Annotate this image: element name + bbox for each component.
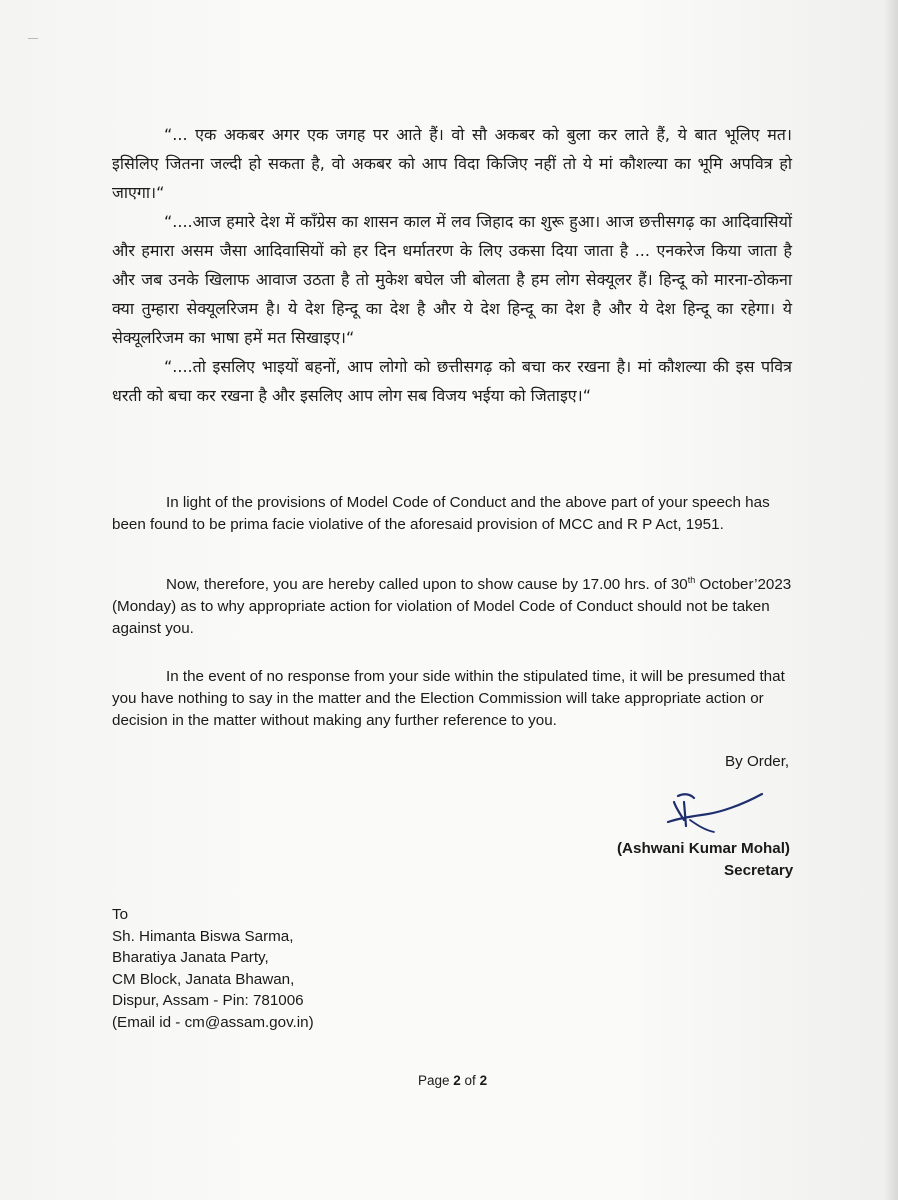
addressee-block [112,904,314,1033]
paragraph-mcc-violation: In light of the provisions of Model Code of Conduct and the above part of your speech has been found to be prima facie violative of the aforesaid provision of MCC and R P Act, 1951. [112,494,770,533]
page-total: 2 [479,1073,488,1088]
hindi-paragraph-2: “....आज हमारे देश में काँग्रेस का शासन काल में लव जिहाद का शुरू हुआ। आज छत्तीसगढ़ का आदिवासियों और हमारा असम जैसा आदिवासियों को हर दिन धर्मातरण के लिए उकसा दिया जाता है ... एनकरेज किया जाता है और जब उनके खिलाफ आवाज उठता है तो मुकेश बघेल जी बोलता है हम लोग सेक्यूलर हैं। हिन्दू को मारना-ठोकना क्या तुम्हारा सेक्यूलरिजम है। ये देश हिन्दू का देश है और ये देश हिन्दू का देश है और ये देश हिन्दू का रहेगा। ये सेक्यूलरिजम का भाषा हमें मत सिखाइए।“ [112,212,792,347]
page-mark [28,38,38,39]
address-line: To [112,906,129,923]
hindi-speech-quote [112,120,792,410]
address-line: Sh. Himanta Biswa Sarma, [112,927,294,945]
ordinal-suffix: th [687,574,696,585]
address-line: Bharatiya Janata Party, [112,949,269,966]
page-edge-shadow [884,0,898,1200]
signatory-name: (Ashwani Kumar Mohal) [617,840,790,857]
signature-icon [660,780,770,842]
address-line: (Email id - cm@assam.gov.in) [112,1013,314,1031]
signatory-title: Secretary [724,862,794,879]
paragraph-no-response: In the event of no response from your side within the stipulated time, it will be presumed that you have nothing to say in the matter and the Election Commission will take appropriate action or decision in the matter without making any further reference to you. [112,668,785,729]
address-line: CM Block, Janata Bhawan, [112,970,295,988]
show-cause-text-end: October’2023 (Monday) as to why appropriate action for violation of Model Code of Conduct should not be taken against you. [112,576,792,637]
by-order-text: By Order, [725,753,790,770]
hindi-paragraph-3: “....तो इसलिए भाइयों बहनों, आप लोगो को छत्तीसगढ़ को बचा कर रखना है। मां कौशल्या की इस पवित्र धरती को बचा कर रखना है और इसलिए आप लोग सब विजय भईया को जिताइए।“ [112,357,792,405]
address-line: Dispur, Assam - Pin: 781006 [112,992,304,1009]
hindi-paragraph-1: “... एक अकबर अगर एक जगह पर आते हैं। वो सौ अकबर को बुला कर लाते हैं, ये बात भूलिए मत। इसिलिए जितना जल्दी हो सकता है, वो अकबर को आप विदा किजिए नहीं तो ये मां कौशल्या का भूमि अपवित्र हो जाएगा।“ [112,125,792,202]
page-current: 2 [453,1073,461,1088]
show-cause-text-start: Now, therefore, you are hereby called upon to show cause by 17.00 hrs. of 30 [166,576,688,593]
page-number: Page 2 of 2 [418,1073,488,1088]
paragraph-show-cause [112,574,794,640]
